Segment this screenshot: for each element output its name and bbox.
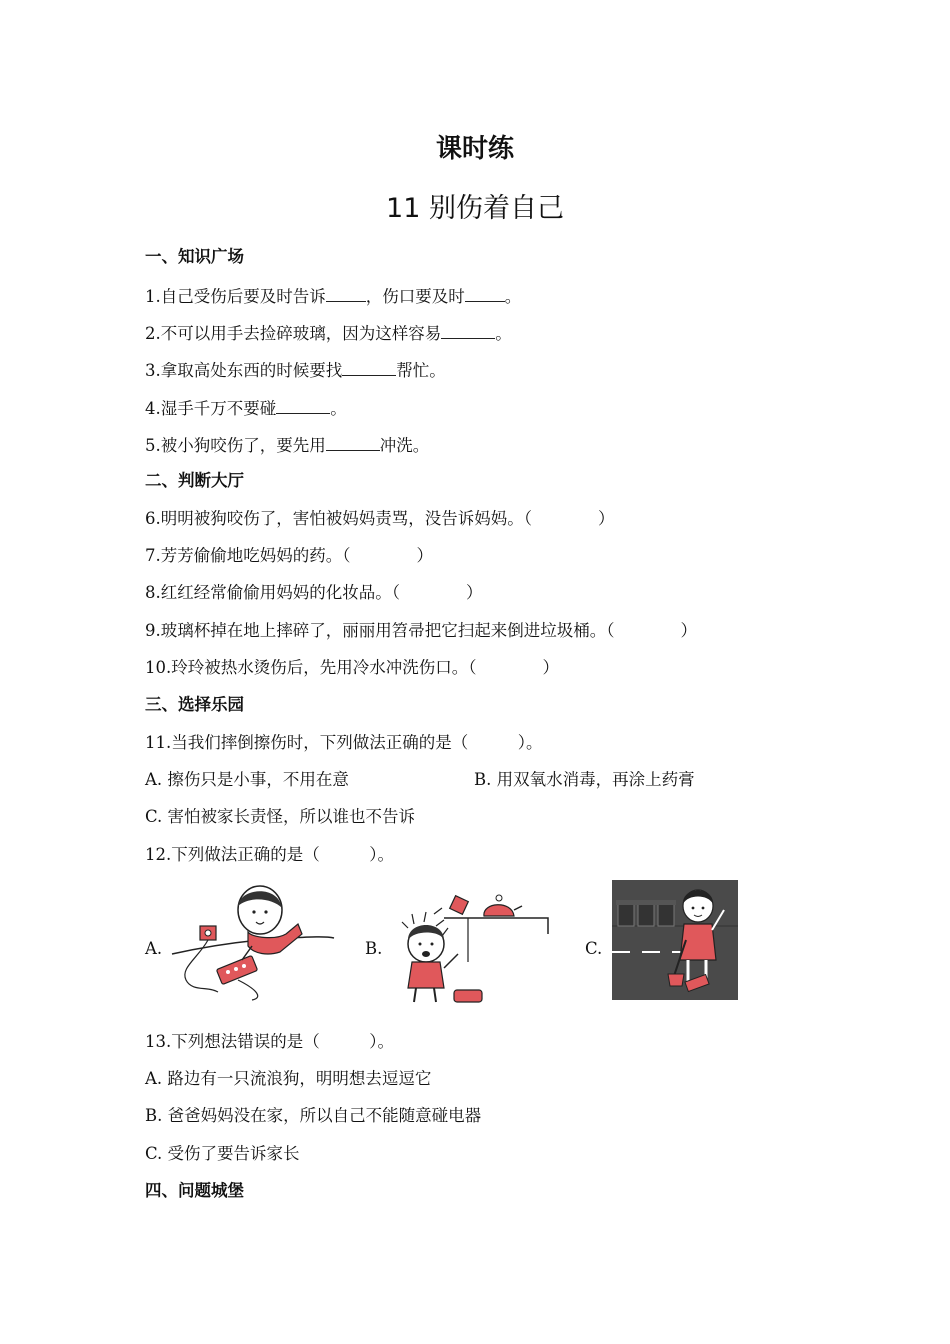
section-heading-questions: 四、问题城堡 — [145, 1181, 244, 1200]
question-1 — [145, 283, 521, 309]
option-11-b: B. 用双氧水消毒，再涂上药膏 — [474, 770, 695, 789]
question-3-part-2: 帮忙。 — [396, 361, 446, 380]
question-6: 6.明明被狗咬伤了，害怕被妈妈责骂，没告诉妈妈。（ ） — [145, 509, 615, 528]
option-11-c: C. 害怕被家长责怪，所以谁也不告诉 — [145, 807, 416, 826]
answer-blank[interactable] — [326, 283, 366, 302]
question-4-part-1: 4.湿手千万不要碰 — [145, 399, 277, 418]
page-title: 课时练 — [435, 134, 514, 164]
question-1-part-3: 。 — [504, 287, 522, 306]
option-12-c-label: C. — [585, 939, 603, 958]
question-11: 11.当我们摔倒擦伤时，下列做法正确的是（ ）。 — [145, 733, 543, 752]
question-13: 13.下列想法错误的是（ ）。 — [145, 1032, 394, 1051]
option-12-b-label: B. — [365, 939, 383, 958]
question-5-part-1: 5.被小狗咬伤了，要先用 — [145, 436, 326, 455]
question-4-part-2: 。 — [330, 399, 347, 418]
answer-blank[interactable] — [276, 395, 330, 414]
question-3 — [145, 357, 446, 383]
option-13-a: A. 路边有一只流浪狗，明明想去逗逗它 — [145, 1069, 432, 1088]
question-2-part-2: 。 — [495, 324, 512, 343]
question-5-part-2: 冲洗。 — [379, 436, 430, 455]
child-playing-with-socket-illustration — [168, 880, 338, 1002]
question-9: 9.玻璃杯掉在地上摔碎了，丽丽用笤帚把它扫起来倒进垃圾桶。（ ） — [145, 621, 697, 640]
answer-blank[interactable] — [342, 357, 396, 376]
question-12: 12.下列做法正确的是（ ）。 — [145, 845, 394, 864]
question-1-part-1: 1.自己受伤后要及时告诉 — [145, 287, 326, 306]
option-11-a: A. 擦伤只是小事，不用在意 — [145, 770, 349, 789]
section-heading-knowledge: 一、知识广场 — [145, 247, 244, 266]
option-13-c: C. 受伤了要告诉家长 — [145, 1144, 300, 1163]
option-12-a-label: A. — [145, 939, 163, 958]
question-8: 8.红红经常偷偷用妈妈的化妆品。（ ） — [145, 583, 483, 602]
answer-blank[interactable] — [441, 320, 495, 339]
child-pulling-kettle-illustration — [384, 884, 550, 1006]
section-heading-choice: 三、选择乐园 — [145, 695, 244, 714]
question-2-part-1: 2.不可以用手去捡碎玻璃，因为这样容易 — [145, 324, 442, 343]
question-3-part-1: 3.拿取高处东西的时候要找 — [145, 361, 343, 380]
question-4 — [145, 395, 347, 421]
question-10: 10.玲玲被热水烫伤后，先用冷水冲洗伤口。（ ） — [145, 658, 559, 677]
section-heading-judge: 二、判断大厅 — [145, 471, 244, 490]
question-2 — [145, 320, 512, 346]
question-7: 7.芳芳偷偷地吃妈妈的药。（ ） — [145, 546, 433, 565]
lesson-title: 11 别伤着自己 — [386, 193, 564, 224]
option-13-b: B. 爸爸妈妈没在家，所以自己不能随意碰电器 — [145, 1106, 482, 1125]
question-5 — [145, 432, 429, 458]
answer-blank[interactable] — [465, 283, 505, 302]
answer-blank[interactable] — [326, 432, 380, 451]
question-1-part-2: ，伤口要及时 — [365, 287, 465, 306]
child-sweeping-glass-illustration — [612, 880, 738, 1000]
